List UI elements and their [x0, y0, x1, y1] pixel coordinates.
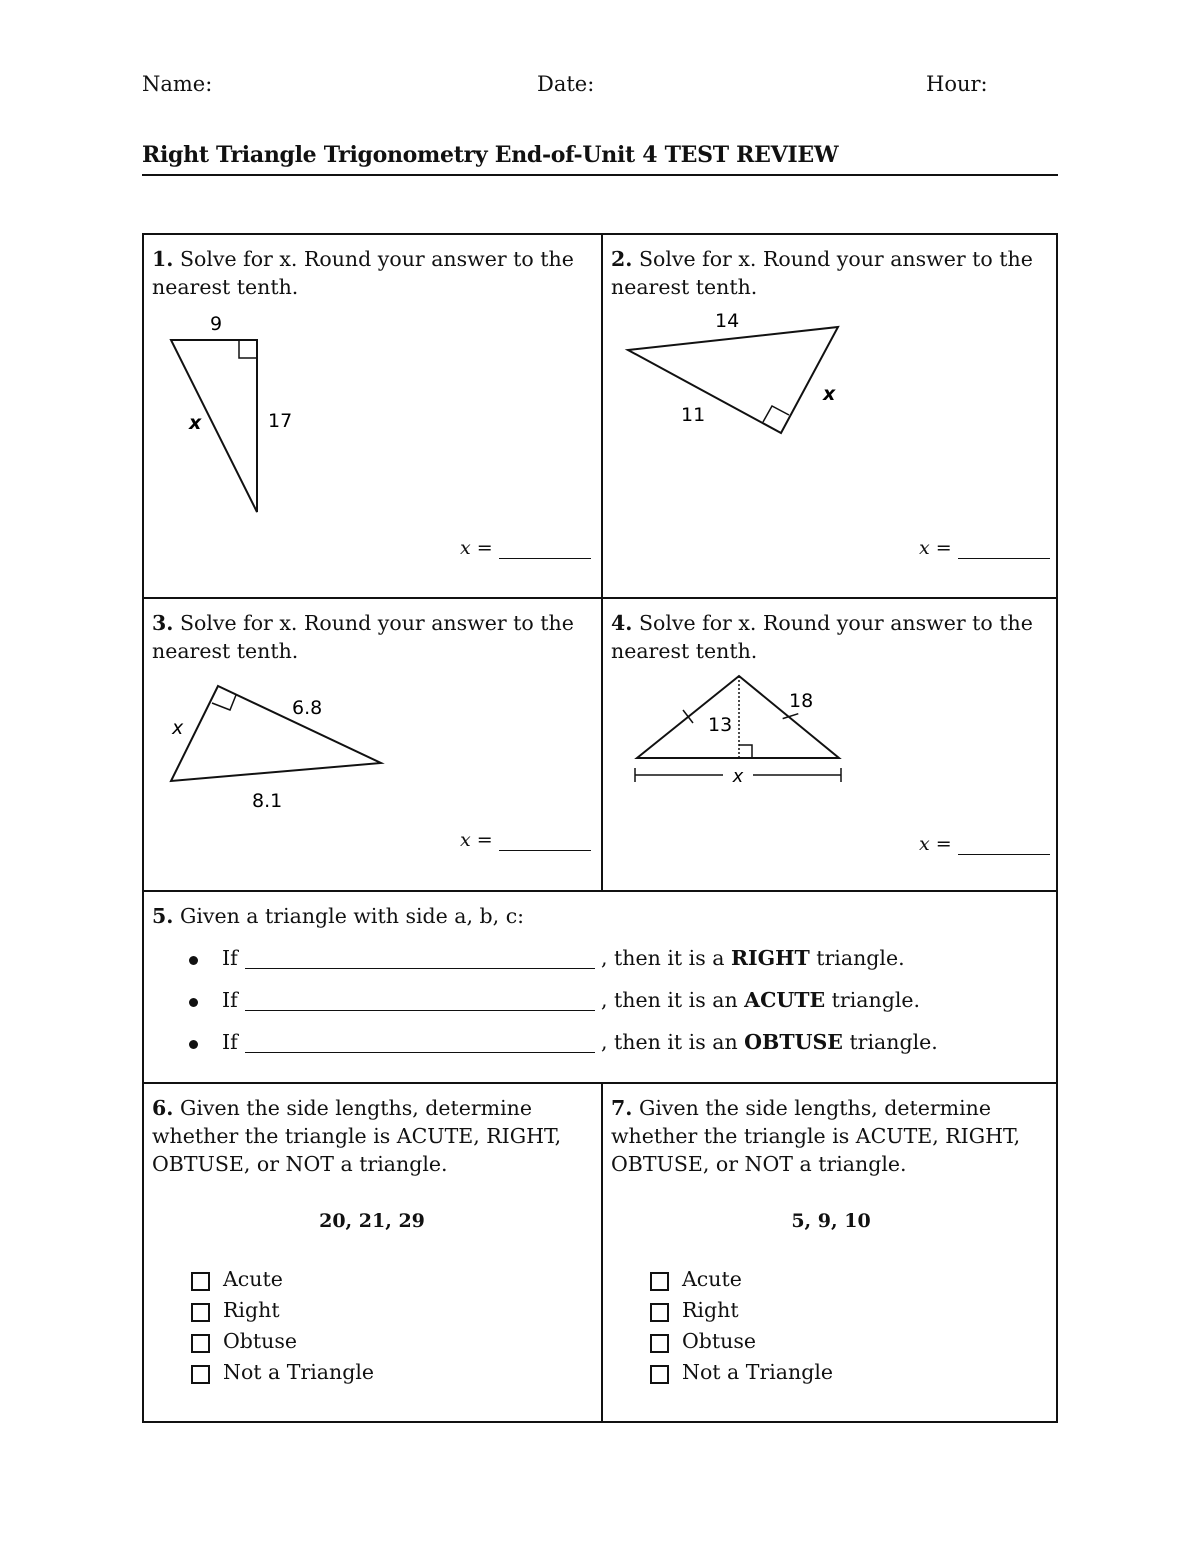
hour-label: Hour: [926, 72, 988, 96]
problem-2-answer[interactable]: x = [919, 537, 1050, 559]
problem-5-blank-obtuse[interactable] [245, 1052, 595, 1053]
problem-5-text: Given a triangle with side a, b, c: [179, 904, 525, 928]
problem-6-text: Given the side lengths, determine whether the triangle is ACUTE, RIGHT, OBTUSE, or NOT a triangle. [152, 1096, 562, 1176]
problem-7: 7. Given the side lengths, determine whether the triangle is ACUTE, RIGHT, OBTUSE, or NOT a triangle. 5, 9, 10 Acute Right Obtuse Not a Triangle [603, 1084, 1060, 1421]
problem-2-label-bottom: 11 [681, 404, 706, 426]
problem-2-label-top: 14 [715, 310, 740, 332]
problem-4-label-height: 13 [708, 714, 733, 736]
problem-5-blank-acute[interactable] [245, 1010, 595, 1011]
problem-6-prompt: 6. Given the side lengths, determine whether the triangle is ACUTE, RIGHT, OBTUSE, or NOT a triangle. [152, 1096, 562, 1176]
problem-2-text: Solve for x. Round your answer to the nearest tenth. [611, 247, 1033, 299]
date-label: Date: [537, 72, 595, 96]
problem-5: 5. Given a triangle with side a, b, c: If , then it is a RIGHT triangle. If , then it is an ACUTE triangle. If , then it is an OBTUSE triangle. [144, 892, 1056, 1082]
problem-5-blank-right[interactable] [245, 968, 595, 969]
problem-4-label-x: x [732, 766, 744, 787]
problem-4-answer[interactable]: x = [919, 833, 1050, 855]
problem-3 [144, 599, 601, 890]
problem-2-label-x: x [823, 383, 836, 405]
name-label: Name: [142, 72, 213, 96]
checkbox[interactable] [191, 1303, 210, 1322]
problem-2 [603, 235, 1060, 597]
problem-6-sides: 20, 21, 29 [319, 1210, 425, 1232]
problem-3-label-x: x [172, 717, 184, 739]
checkbox[interactable] [650, 1334, 669, 1353]
problem-2-prompt: 2. Solve for x. Round your answer to the nearest tenth. [611, 247, 1033, 299]
problem-grid [142, 233, 1058, 1423]
problem-1-answer[interactable]: x = [460, 537, 591, 559]
problem-4 [603, 599, 1060, 890]
problem-1-label-x: x [189, 412, 202, 434]
problem-7-prompt: 7. Given the side lengths, determine whether the triangle is ACUTE, RIGHT, OBTUSE, or NOT a triangle. [611, 1096, 1021, 1176]
problem-1-prompt: 1. Solve for x. Round your answer to the nearest tenth. [152, 247, 574, 299]
problem-1 [144, 235, 601, 597]
checkbox[interactable] [650, 1365, 669, 1384]
problem-7-sides: 5, 9, 10 [791, 1210, 871, 1232]
checkbox[interactable] [650, 1272, 669, 1291]
problem-3-text: Solve for x. Round your answer to the nearest tenth. [152, 611, 574, 663]
problem-3-answer[interactable]: x = [460, 829, 591, 851]
checkbox[interactable] [650, 1303, 669, 1322]
problem-1-label-top: 9 [210, 313, 223, 335]
checkbox[interactable] [191, 1272, 210, 1291]
page-title: Right Triangle Trigonometry End-of-Unit 4 TEST REVIEW [142, 142, 1058, 176]
problem-7-text: Given the side lengths, determine whether the triangle is ACUTE, RIGHT, OBTUSE, or NOT a triangle. [611, 1096, 1021, 1176]
checkbox[interactable] [191, 1334, 210, 1353]
problem-4-prompt: 4. Solve for x. Round your answer to the nearest tenth. [611, 611, 1033, 663]
problem-1-text: Solve for x. Round your answer to the nearest tenth. [152, 247, 574, 299]
problem-3-prompt: 3. Solve for x. Round your answer to the nearest tenth. [152, 611, 574, 663]
problem-3-label-bottom: 8.1 [252, 790, 283, 812]
problem-4-text: Solve for x. Round your answer to the nearest tenth. [611, 611, 1033, 663]
problem-1-label-right: 17 [268, 410, 293, 432]
problem-4-label-side: 18 [789, 690, 814, 712]
problem-3-label-hyp: 6.8 [292, 697, 323, 719]
checkbox[interactable] [191, 1365, 210, 1384]
problem-4-diagram [603, 659, 1060, 859]
problem-5-prompt: 5. Given a triangle with side a, b, c: [152, 904, 525, 928]
problem-6: 6. Given the side lengths, determine whether the triangle is ACUTE, RIGHT, OBTUSE, or NOT a triangle. 20, 21, 29 Acute Right Obtuse Not a Triangle [144, 1084, 601, 1421]
